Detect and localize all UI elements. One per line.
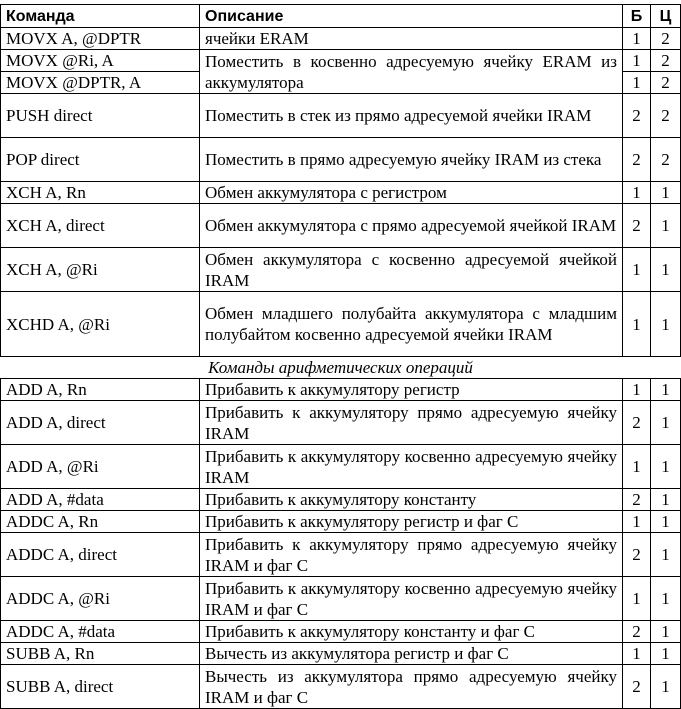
cycles-cell: 1 [651, 292, 681, 357]
bytes-cell: 1 [623, 72, 651, 94]
table-row [1, 292, 681, 357]
table-row [1, 445, 681, 489]
table-row [1, 577, 681, 621]
table-row [1, 182, 681, 204]
description-cell: Прибавить к аккумулятору косвенно адресуемую ячейку IRAM [200, 445, 623, 489]
command-cell: SUBB A, direct [1, 665, 200, 709]
header-bytes: Б [623, 5, 651, 28]
table-row [1, 511, 681, 533]
cycles-cell: 1 [651, 577, 681, 621]
command-cell: MOVX @DPTR, A [1, 72, 200, 94]
command-cell: XCH A, direct [1, 204, 200, 248]
bytes-cell: 1 [623, 379, 651, 401]
description-cell: Прибавить к аккумулятору косвенно адресуемую ячейку IRAM и фаг C [200, 577, 623, 621]
description-cell: Прибавить к аккумулятору регистр и фаг C [200, 511, 623, 533]
command-cell: ADD A, Rn [1, 379, 200, 401]
description-cell: Вычесть из аккумулятора регистр и фаг C [200, 643, 623, 665]
cycles-cell: 1 [651, 665, 681, 709]
cycles-cell: 2 [651, 72, 681, 94]
command-cell: MOVX A, @DPTR [1, 28, 200, 50]
cycles-cell: 2 [651, 50, 681, 72]
bytes-cell: 1 [623, 182, 651, 204]
command-cell: ADDC A, direct [1, 533, 200, 577]
description-cell: ячейки ERAM [200, 28, 623, 50]
description-cell: Прибавить к аккумулятору регистр [200, 379, 623, 401]
bytes-cell: 2 [623, 94, 651, 138]
table-row [1, 643, 681, 665]
header-command: Команда [1, 5, 200, 28]
cycles-cell: 2 [651, 138, 681, 182]
table-row [1, 621, 681, 643]
table-row [1, 204, 681, 248]
description-cell: Прибавить к аккумулятору константу и фаг C [200, 621, 623, 643]
cycles-cell: 1 [651, 248, 681, 292]
description-cell: Вычесть из аккумулятора прямо адресуемую ячейку IRAM и фаг C [200, 665, 623, 709]
command-cell: XCH A, Rn [1, 182, 200, 204]
table-row [1, 533, 681, 577]
command-cell: MOVX @Ri, A [1, 50, 200, 72]
description-cell: Прибавить к аккумулятору прямо адресуемую ячейку IRAM и фаг C [200, 533, 623, 577]
header-description: Описание [200, 5, 623, 28]
description-cell: Поместить в косвенно адресуемую ячейку ERAM из аккумулятора [200, 50, 623, 94]
header-row [1, 5, 681, 28]
command-cell: ADD A, #data [1, 489, 200, 511]
bytes-cell: 2 [623, 621, 651, 643]
bytes-cell: 1 [623, 511, 651, 533]
cycles-cell: 1 [651, 533, 681, 577]
command-cell: XCHD A, @Ri [1, 292, 200, 357]
bytes-cell: 1 [623, 50, 651, 72]
bytes-cell: 2 [623, 138, 651, 182]
cycles-cell: 1 [651, 401, 681, 445]
command-cell: XCH A, @Ri [1, 248, 200, 292]
command-cell: PUSH direct [1, 94, 200, 138]
description-cell: Прибавить к аккумулятору прямо адресуемую ячейку IRAM [200, 401, 623, 445]
table-row [1, 94, 681, 138]
header-cycles: Ц [651, 5, 681, 28]
bytes-cell: 2 [623, 665, 651, 709]
table-row [1, 401, 681, 445]
cycles-cell: 1 [651, 621, 681, 643]
table-row [1, 248, 681, 292]
bytes-cell: 1 [623, 292, 651, 357]
bytes-cell: 2 [623, 533, 651, 577]
cycles-cell: 2 [651, 28, 681, 50]
table-row [1, 665, 681, 709]
command-cell: SUBB A, Rn [1, 643, 200, 665]
table-row [1, 489, 681, 511]
cycles-cell: 1 [651, 643, 681, 665]
command-cell: POP direct [1, 138, 200, 182]
command-cell: ADDC A, Rn [1, 511, 200, 533]
description-cell: Поместить в прямо адресуемую ячейку IRAM из стека [200, 138, 623, 182]
bytes-cell: 1 [623, 445, 651, 489]
bytes-cell: 1 [623, 577, 651, 621]
description-cell: Поместить в стек из прямо адресуемой ячейки IRAM [200, 94, 623, 138]
command-cell: ADD A, direct [1, 401, 200, 445]
bytes-cell: 1 [623, 28, 651, 50]
description-cell: Обмен аккумулятора с косвенно адресуемой ячейкой IRAM [200, 248, 623, 292]
table-row [1, 50, 681, 72]
description-cell: Обмен аккумулятора с прямо адресуемой ячейкой IRAM [200, 204, 623, 248]
description-cell: Обмен аккумулятора с регистром [200, 182, 623, 204]
table-row [1, 28, 681, 50]
cycles-cell: 1 [651, 511, 681, 533]
table-row [1, 138, 681, 182]
bytes-cell: 2 [623, 204, 651, 248]
cycles-cell: 1 [651, 445, 681, 489]
section-title: Команды арифметических операций [208, 358, 473, 377]
bytes-cell: 1 [623, 643, 651, 665]
cycles-cell: 1 [651, 204, 681, 248]
command-cell: ADD A, @Ri [1, 445, 200, 489]
cycles-cell: 1 [651, 379, 681, 401]
bytes-cell: 1 [623, 248, 651, 292]
cycles-cell: 2 [651, 94, 681, 138]
bytes-cell: 2 [623, 401, 651, 445]
instruction-table [0, 4, 681, 709]
command-cell: ADDC A, @Ri [1, 577, 200, 621]
bytes-cell: 2 [623, 489, 651, 511]
cycles-cell: 1 [651, 489, 681, 511]
description-cell: Прибавить к аккумулятору константу [200, 489, 623, 511]
description-cell: Обмен младшего полубайта аккумулятора с младшим полубайтом косвенно адресуемой ячейки IRAM [200, 292, 623, 357]
command-cell: ADDC A, #data [1, 621, 200, 643]
table-row [1, 379, 681, 401]
section-row [1, 357, 681, 379]
cycles-cell: 1 [651, 182, 681, 204]
